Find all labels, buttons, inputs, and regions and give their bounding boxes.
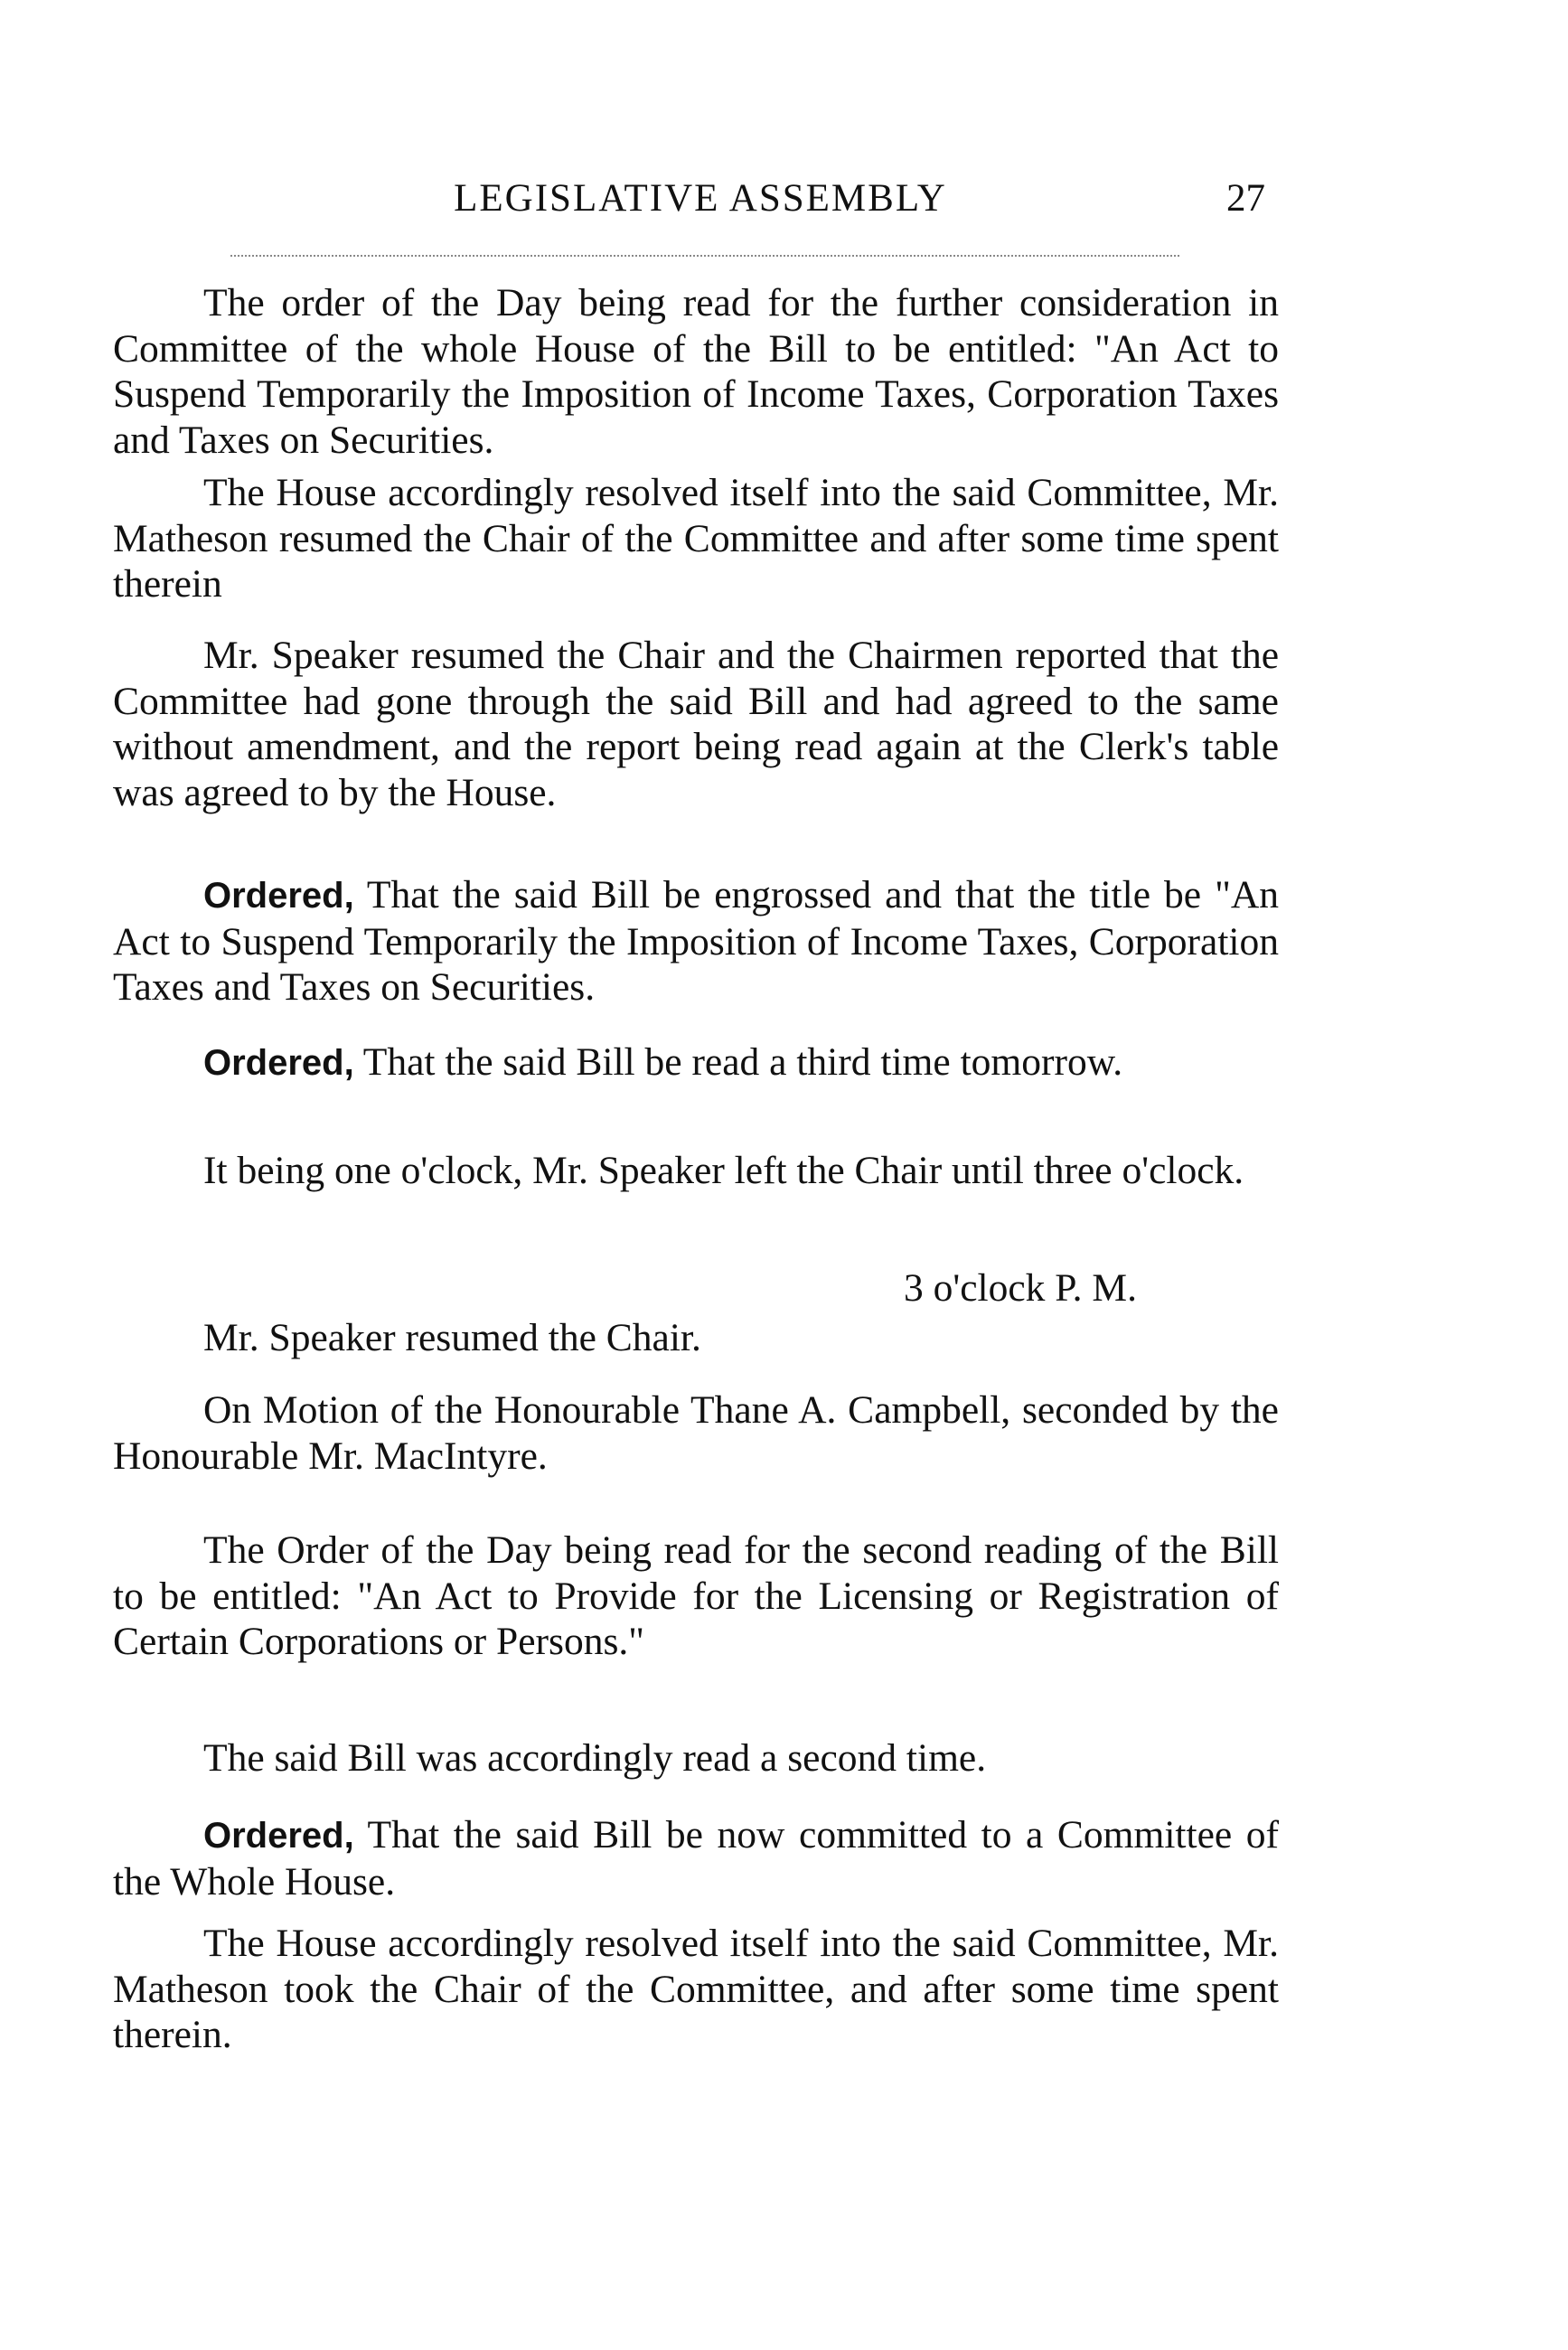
ordered-label: Ordered, <box>203 1043 354 1083</box>
paragraph-text: The House accordingly resolved itself into the said Committee, Mr. Matheson resumed the Chair of the Committee and after some time spent therein <box>113 471 1279 606</box>
paragraph-7 <box>113 1315 1279 1361</box>
paragraph-text: The said Bill was accordingly read a second time. <box>203 1736 987 1780</box>
paragraph-text: It being one o'clock, Mr. Speaker left the Chair until three o'clock. <box>203 1149 1244 1192</box>
page-header <box>117 176 1283 230</box>
paragraph-2 <box>113 470 1279 607</box>
header-rule <box>230 255 1179 257</box>
paragraph-text: That the said Bill be read a third time tomorrow. <box>353 1040 1123 1084</box>
paragraph-6 <box>113 1148 1279 1194</box>
ordered-label: Ordered, <box>203 876 354 916</box>
paragraph-5 <box>113 1039 1279 1086</box>
paragraph-11 <box>113 1812 1279 1904</box>
paragraph-12 <box>113 1921 1279 2058</box>
paragraph-text: Mr. Speaker resumed the Chair. <box>203 1316 701 1359</box>
time-marker: 3 o'clock P. M. <box>904 1266 1137 1310</box>
paragraph-4 <box>113 872 1279 1010</box>
running-title: LEGISLATIVE ASSEMBLY <box>454 177 947 220</box>
paragraph-text: Mr. Speaker resumed the Chair and the Chairmen reported that the Committee had gone through the said Bill and had agreed to the same without amendment, and the report being read again at the Clerk's table was agreed to by the House. <box>113 634 1279 814</box>
paragraph-text: That the said Bill be engrossed and that the title be "An Act to Suspend Temporarily the Imposition of Income Taxes, Corporation Taxes and Taxes on Securities. <box>113 873 1279 1009</box>
paragraph-8 <box>113 1387 1279 1479</box>
paragraph-text: On Motion of the Honourable Thane A. Campbell, seconded by the Honourable Mr. MacIntyre. <box>113 1388 1279 1478</box>
paragraph-10 <box>113 1735 1279 1781</box>
paragraph-text: The House accordingly resolved itself into the said Committee, Mr. Matheson took the Chair of the Committee, and after some time spent therein. <box>113 1922 1279 2056</box>
ordered-label: Ordered, <box>203 1816 354 1856</box>
paragraph-9 <box>113 1528 1279 1665</box>
paragraph-3 <box>113 633 1279 815</box>
paragraph-text: The Order of the Day being read for the second reading of the Bill to be entitled: "An Act to Provide for the Licensing or Registration of Certain Corporations or Persons." <box>113 1528 1279 1663</box>
paragraph-text: That the said Bill be now committed to a Committee of the Whole House. <box>113 1813 1279 1904</box>
paragraph-1 <box>113 280 1279 463</box>
paragraph-text: The order of the Day being read for the further consideration in Committee of the whole House of the Bill to be entitled: "An Act to Suspend Temporarily the Imposition of Income Taxes, Corporation Taxes and Taxes on Securities. <box>113 281 1279 462</box>
page-number: 27 <box>1226 177 1265 220</box>
